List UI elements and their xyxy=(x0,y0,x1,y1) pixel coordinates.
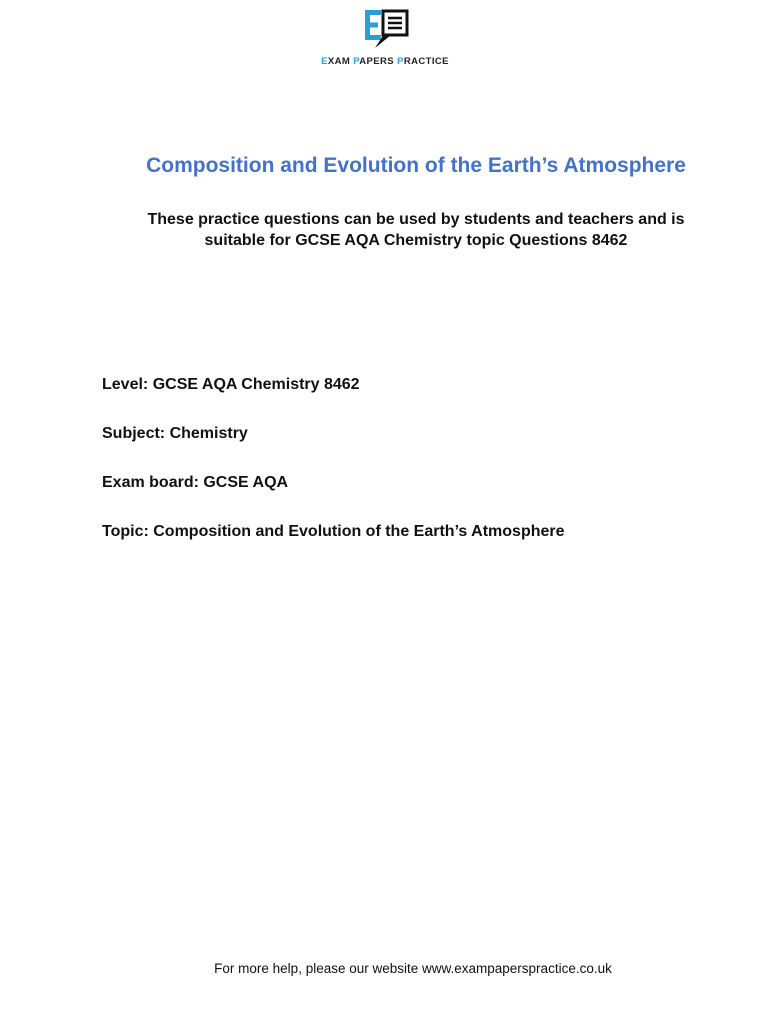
level-line: Level: GCSE AQA Chemistry 8462 xyxy=(102,376,360,393)
exam-papers-practice-logo xyxy=(0,8,770,67)
subtitle-line-1: These practice questions can be used by students and teachers and is xyxy=(147,211,685,228)
document-title: Composition and Evolution of the Earth’s Atmosphere xyxy=(146,154,686,177)
subtitle-line-2: suitable for GCSE AQA Chemistry topic Questions 8462 xyxy=(204,232,628,249)
document-subtitle xyxy=(40,209,770,251)
exam-board-line: Exam board: GCSE AQA xyxy=(102,474,289,491)
logo-wordmark: EXAM PAPERS PRACTICE xyxy=(321,56,449,67)
footer-text: For more help, please our website www.exampaperspractice.co.uk xyxy=(214,961,612,976)
subject-line: Subject: Chemistry xyxy=(102,425,248,442)
topic-line: Topic: Composition and Evolution of the Earth’s Atmosphere xyxy=(102,523,565,540)
logo-icon xyxy=(357,8,413,54)
